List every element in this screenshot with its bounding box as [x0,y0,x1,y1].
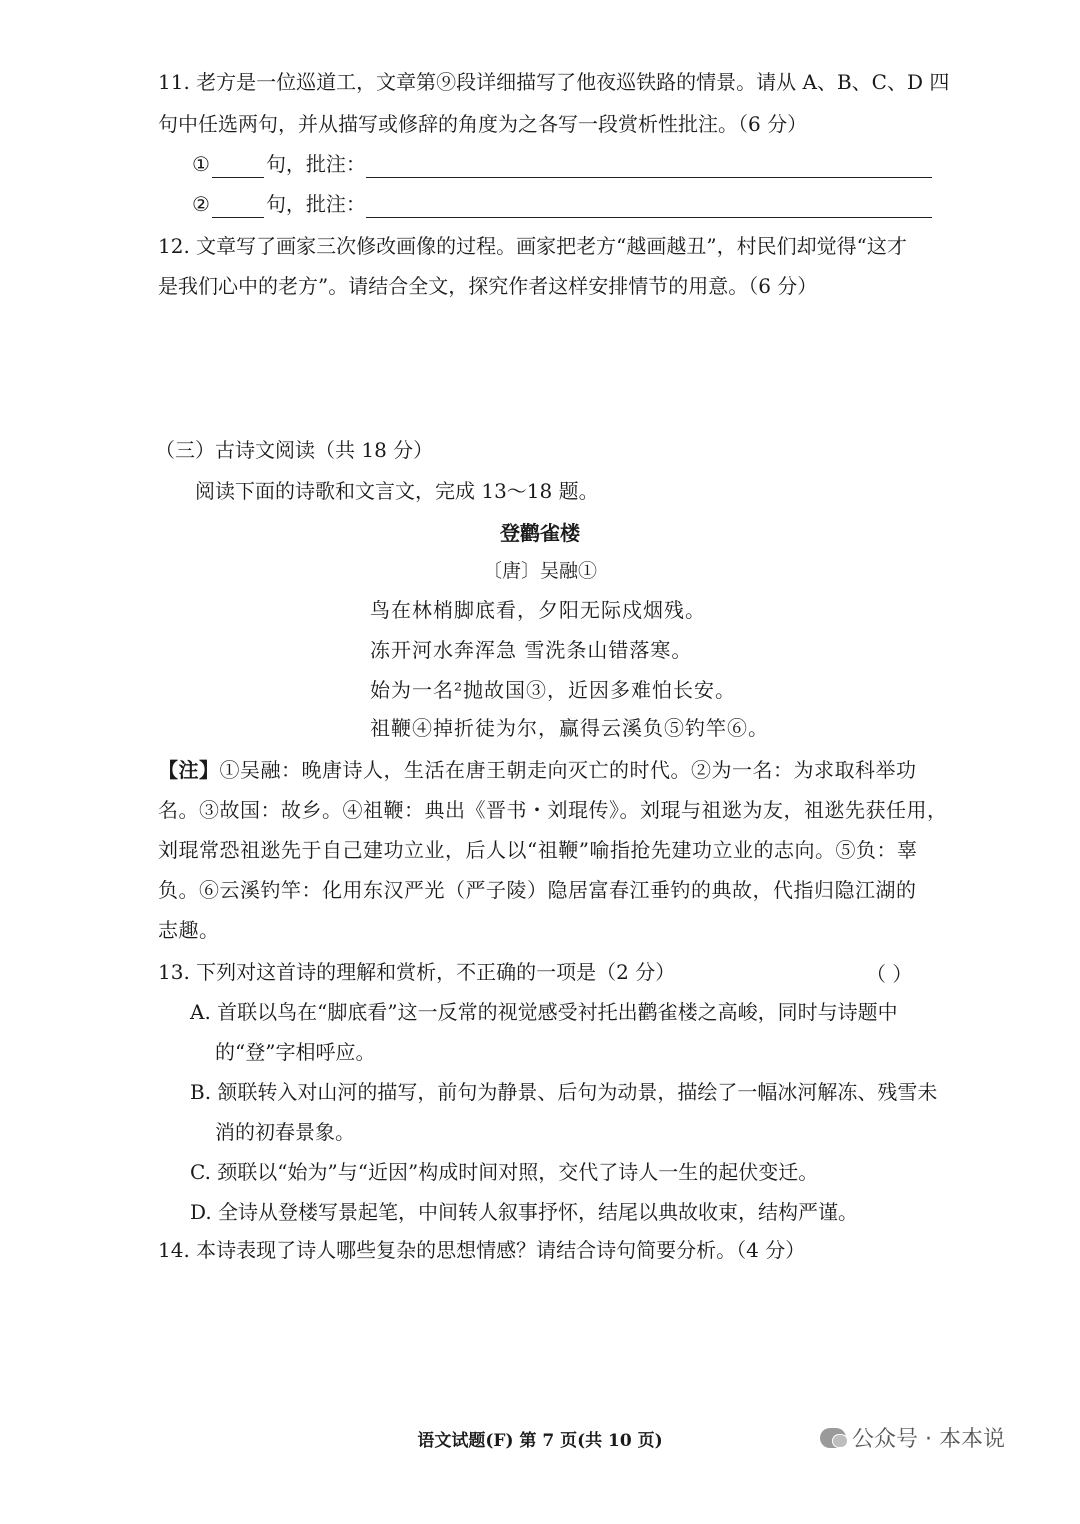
notes-line-5: 志趣。 [158,918,220,942]
sentence-choice-blank-1[interactable] [212,155,264,178]
poem-title: 登鹳雀楼 [500,521,580,545]
notes-text-1: ①吴融：晚唐诗人，生活在唐王朝走向灭亡的时代。②为一名：为求取科举功 [219,758,917,782]
q13-option-a-line1: A. 首联以鸟在“脚底看”这一反常的视觉感受衬托出鹳雀楼之高峻，同时与诗题中 [190,1000,898,1024]
answer-number-2: ② [192,192,210,216]
notes-line-4: 负。⑥云溪钓竿：化用东汉严光（严子陵）隐居富春江垂钓的典故，代指归隐江湖的 [158,878,917,902]
section-heading: （三）古诗文阅读（共 18 分） [155,438,434,462]
q13-option-d: D. 全诗从登楼写景起笔，中间转人叙事抒怀，结尾以典故收束，结构严谨。 [190,1200,859,1224]
q13-option-a-line2: 的“登”字相呼应。 [215,1040,376,1064]
q11-answer-row-1 [192,150,932,178]
watermark-text: 公众号 · 本本说 [852,1427,1005,1452]
poem-line-4: 祖鞭④掉折徒为尔，赢得云溪负⑤钓竿⑥。 [370,716,769,740]
sentence-choice-blank-2[interactable] [212,195,264,218]
section-instruction: 阅读下面的诗歌和文言文，完成 13～18 题。 [195,479,599,503]
page-footer: 语文试题(F) 第 7 页(共 10 页) [417,1431,663,1451]
q13-option-b-line1: B. 颔联转入对山河的描写，前句为静景、后句为动景，描绘了一幅冰河解冻、残雪未 [190,1080,938,1104]
annotation-blank-1[interactable] [366,155,932,178]
q11-line2: 句中任选两句，并从描写或修辞的角度为之各写一段赏析性批注。（6 分） [158,112,808,136]
q11-answer-row-2 [192,190,932,218]
q11-line1: 11. 老方是一位巡道工，文章第⑨段详细描写了他夜巡铁路的情景。请从 A、B、C、D 四 [158,70,950,94]
blank-label-1: 句，批注： [265,152,366,176]
poem-line-2: 冻开河水奔浑急 雪洗条山错落寒。 [370,638,693,662]
q12-line1: 12. 文章写了画家三次修改画像的过程。画家把老方“越画越丑”，村民们却觉得“这才 [158,234,907,258]
q13-answer-paren[interactable]: （ ） [866,962,913,986]
q12-line2: 是我们心中的老方”。请结合全文，探究作者这样安排情节的用意。（6 分） [158,274,818,298]
q13-option-c: C. 颈联以“始为”与“近因”构成时间对照，交代了诗人一生的起伏变迁。 [190,1160,819,1184]
notes-line-2: 名。③故国：故乡。④祖鞭：典出《晋书・刘琨传》。刘琨与祖逖为友，祖逖先获任用， [158,798,948,822]
answer-number-1: ① [192,152,210,176]
annotation-blank-2[interactable] [366,195,932,218]
q14-stem: 14. 本诗表现了诗人哪些复杂的思想情感？请结合诗句简要分析。（4 分） [158,1238,806,1262]
notes-line-1 [158,756,917,784]
blank-label-2: 句，批注： [265,192,366,216]
poem-line-3: 始为一名²抛故国③，近因多难怕长安。 [370,678,737,702]
watermark [820,1422,1005,1453]
q13-option-b-line2: 消的初春景象。 [215,1120,355,1144]
notes-label: 【注】 [158,758,220,782]
q13-stem: 13. 下列对这首诗的理解和赏析，不正确的一项是（2 分） [158,960,676,984]
poem-author: 〔唐〕吴融① [482,560,597,582]
poem-line-1: 鸟在林梢脚底看，夕阳无际戍烟残。 [370,598,706,622]
notes-line-3: 刘琨常恐祖逖先于自己建功立业，后人以“祖鞭”喻指抢先建功立业的志向。⑤负：辜 [158,838,918,862]
wechat-icon [820,1428,846,1448]
